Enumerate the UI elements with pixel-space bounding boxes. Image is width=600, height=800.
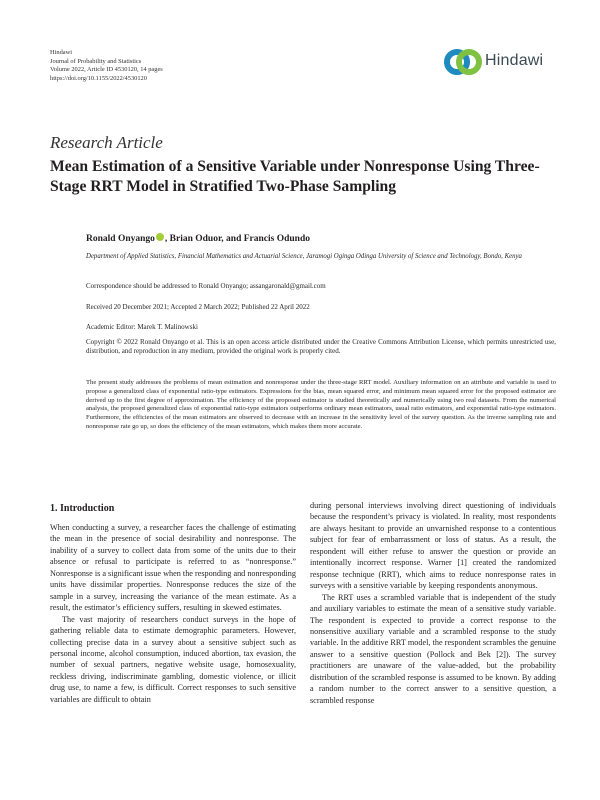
right-column [310,500,556,706]
copyright-notice: Copyright © 2022 Ronald Onyango et al. This is an open access article distributed under the Creative Commons Attribution License, which permits unrestricted use, distribution, and reproduction in any medium, provided the original work is properly cited. [86,338,556,356]
journal-name: Journal of Probability and Statistics [50,57,142,65]
author-name[interactable]: Ronald Onyango [86,234,155,244]
section-heading: 1. Introduction [50,503,115,514]
article-type: Research Article [50,133,163,152]
logo-wordmark: Hindawi [485,52,544,69]
academic-editor: Academic Editor: Marek T. Malinowski [86,323,198,331]
left-column [50,522,296,705]
correspondence: Correspondence should be addressed to Ronald Onyango; assangaronald@gmail.com [86,282,326,290]
orcid-icon[interactable] [156,233,164,241]
affiliation: Department of Applied Statistics, Financial Mathematics and Actuarial Science, Jaramogi Oginga Odinga University of Science and Technology, Bondo, Kenya [86,253,522,260]
paragraph: The RRT uses a scrambled variable that is independent of the study and auxiliary variables to estimate the mean of a sensitive study variable. The respondent is expected to provide a correct response to the nonsensitive auxiliary variable and a scrambled response to the study variable. In the additive RRT model, the respondent scrambles the genuine answer to a sensitive question (Pollock and Bek [2]). The survey practitioners are unaware of the value-added, but the probability distribution of the scrambled response is assumed to be known. By adding a random number to the correct answer to a sensitive question, a scrambled response [310,592,556,705]
author-list [86,233,310,244]
abstract: The present study addresses the problems of mean estimation and nonresponse under the three-stage RRT model. Auxiliary information on an attribute and variable is used to propose a generalized class of exponential ratio-type estimators. Expressions for the bias, mean squared error, and minimum mean squared error for the proposed estimator are derived up to the first degree of approximation. The efficiency of the proposed estimator is studied theoretically and numerically using two real datasets. From the numerical analysis, the proposed generalized class of exponential ratio-type estimators outperforms ordinary mean estimators, usual ratio estimators, and exponential ratio-type estimators. Furthermore, the efficiencies of the mean estimators are observed to decrease with an increase in the sensitivity level of the survey question. As the inverse sampling rate and nonresponse rate go up, so does the efficiency of the mean estimators, which makes them more accurate. [86,379,556,430]
paragraph: during personal interviews involving direct questioning of individuals because the respondent’s privacy is violated. In reality, most respondents are always hesitant to provide an unvarnished response to a contentious subject for fear of embarrassment or loss of status. As a result, the respondent will either refuse to answer the question or provide an intentionally incorrect response. Warner [1] created the randomized response technique (RRT), which aims to reduce nonresponse rates in surveys with a sensitive variable by keeping respondents anonymous. [310,501,556,591]
doi-link[interactable]: https://doi.org/10.1155/2022/4530120 [50,74,147,82]
article-dates: Received 20 December 2021; Accepted 2 March 2022; Published 22 April 2022 [86,303,310,311]
publisher-name: Hindawi [50,49,73,56]
paragraph: When conducting a survey, a researcher faces the challenge of estimating the mean in the presence of social desirability and nonresponse. The inability of a survey to collect data from some of the units due to their absence or refusal to participate is referred to as “nonresponse.” Nonresponse is a significant issue when the responding and nonresponding units have dissimilar properties. Nonresponse reduces the size of the sample in a survey, increasing the variance of the mean estimate. As a result, the estimator’s efficiency suffers, resulting in skewed estimates. [50,523,296,613]
hindawi-logo [443,42,555,82]
paragraph: The vast majority of researchers conduct surveys in the hope of gathering reliable data to estimate demographic parameters. However, collecting precise data in a survey about a sensitive subject such as personal income, alcohol consumption, induced abortion, tax evasion, the number of sexual partners, negative website usage, homosexuality, reckless driving, indiscriminate gambling, domestic violence, or illicit drug use, to name a few, is difficult. Correct responses to such sensitive variables are difficult to obtain [50,614,296,704]
other-authors: , Brian Oduor, and Francis Odundo [164,234,311,244]
volume-line: Volume 2022, Article ID 4530120, 14 pages [50,66,163,74]
article-title: Mean Estimation of a Sensitive Variable under Nonresponse Using Three-Stage RRT Model in Stratified Two-Phase Sampling [50,158,540,195]
journal-meta [50,49,163,83]
hindawi-logo-icon [443,42,483,82]
